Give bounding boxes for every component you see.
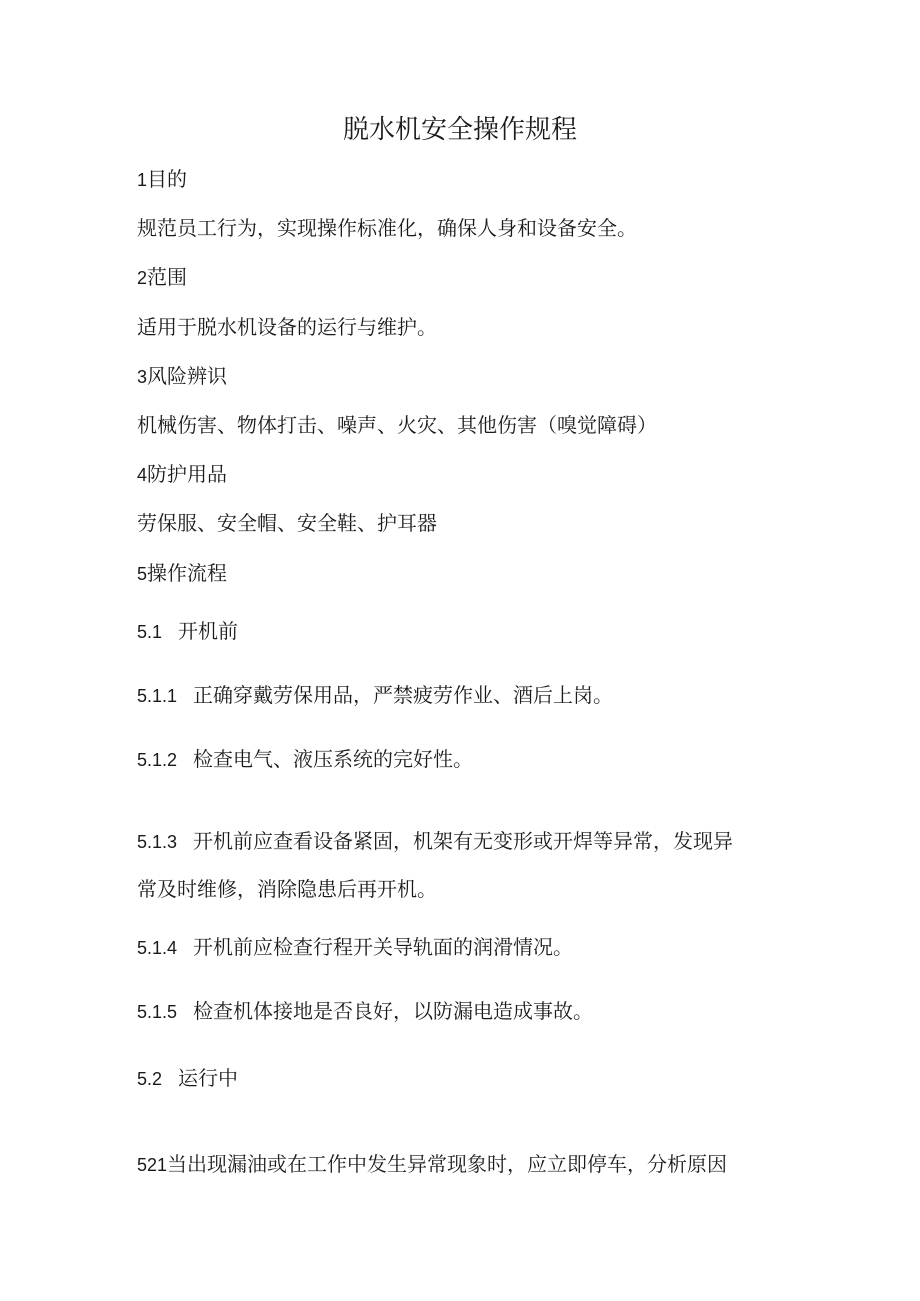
item-text: 开机前应检查行程开关导轨面的润滑情况。 bbox=[193, 935, 574, 959]
item-text: 当出现漏油或在工作中发生异常现象时，应立即停车，分析原因 bbox=[167, 1152, 728, 1176]
subsection-number: 5.2 bbox=[137, 1069, 163, 1089]
subsection-title: 开机前 bbox=[178, 619, 239, 643]
section-heading-4 bbox=[137, 460, 227, 489]
item-number: 5.1.1 bbox=[137, 686, 178, 706]
item-number: 521 bbox=[137, 1155, 168, 1175]
item-5-2-1 bbox=[137, 1150, 727, 1179]
section-number: 4 bbox=[137, 465, 148, 485]
item-number: 5.1.2 bbox=[137, 750, 178, 770]
item-text: 检查机体接地是否良好，以防漏电造成事故。 bbox=[193, 999, 594, 1023]
item-5-1-4 bbox=[137, 933, 573, 962]
section-heading-3 bbox=[137, 362, 227, 391]
item-number: 5.1.4 bbox=[137, 938, 178, 958]
item-number: 5.1.3 bbox=[137, 832, 178, 852]
section-number: 5 bbox=[137, 564, 148, 584]
subsection-heading-5-1 bbox=[137, 617, 238, 646]
subsection-title: 运行中 bbox=[178, 1066, 239, 1090]
section-number: 2 bbox=[137, 268, 148, 288]
section-title: 防护用品 bbox=[147, 462, 228, 486]
item-5-1-3-continuation: 常及时维修，消除隐患后再开机。 bbox=[137, 877, 437, 901]
subsection-heading-5-2 bbox=[137, 1064, 238, 1093]
item-5-1-3 bbox=[137, 827, 733, 856]
section-number: 3 bbox=[137, 367, 148, 387]
item-text: 正确穿戴劳保用品，严禁疲劳作业、酒后上岗。 bbox=[193, 683, 614, 707]
subsection-number: 5.1 bbox=[137, 622, 163, 642]
item-5-1-1 bbox=[137, 681, 613, 710]
document-title: 脱水机安全操作规程 bbox=[342, 115, 577, 145]
section-title: 风险辨识 bbox=[147, 364, 228, 388]
section-title: 操作流程 bbox=[147, 561, 228, 585]
item-5-1-5 bbox=[137, 997, 593, 1026]
item-text: 开机前应查看设备紧固，机架有无变形或开焊等异常，发现异 bbox=[193, 829, 734, 853]
section-body-1: 规范员工行为，实现操作标准化，确保人身和设备安全。 bbox=[137, 216, 637, 240]
section-title: 目的 bbox=[147, 167, 188, 191]
section-heading-2 bbox=[137, 263, 187, 292]
section-title: 范围 bbox=[147, 265, 188, 289]
section-heading-1 bbox=[137, 165, 187, 194]
item-text: 检查电气、液压系统的完好性。 bbox=[193, 747, 474, 771]
section-body-4: 劳保服、安全帽、安全鞋、护耳器 bbox=[137, 511, 437, 535]
item-number: 5.1.5 bbox=[137, 1002, 178, 1022]
section-heading-5 bbox=[137, 559, 227, 588]
section-body-3: 机械伤害、物体打击、噪声、火灾、其他伤害（嗅觉障碍） bbox=[137, 413, 657, 437]
item-5-1-2 bbox=[137, 745, 473, 774]
section-number: 1 bbox=[137, 170, 148, 190]
section-body-2: 适用于脱水机设备的运行与维护。 bbox=[137, 315, 437, 339]
